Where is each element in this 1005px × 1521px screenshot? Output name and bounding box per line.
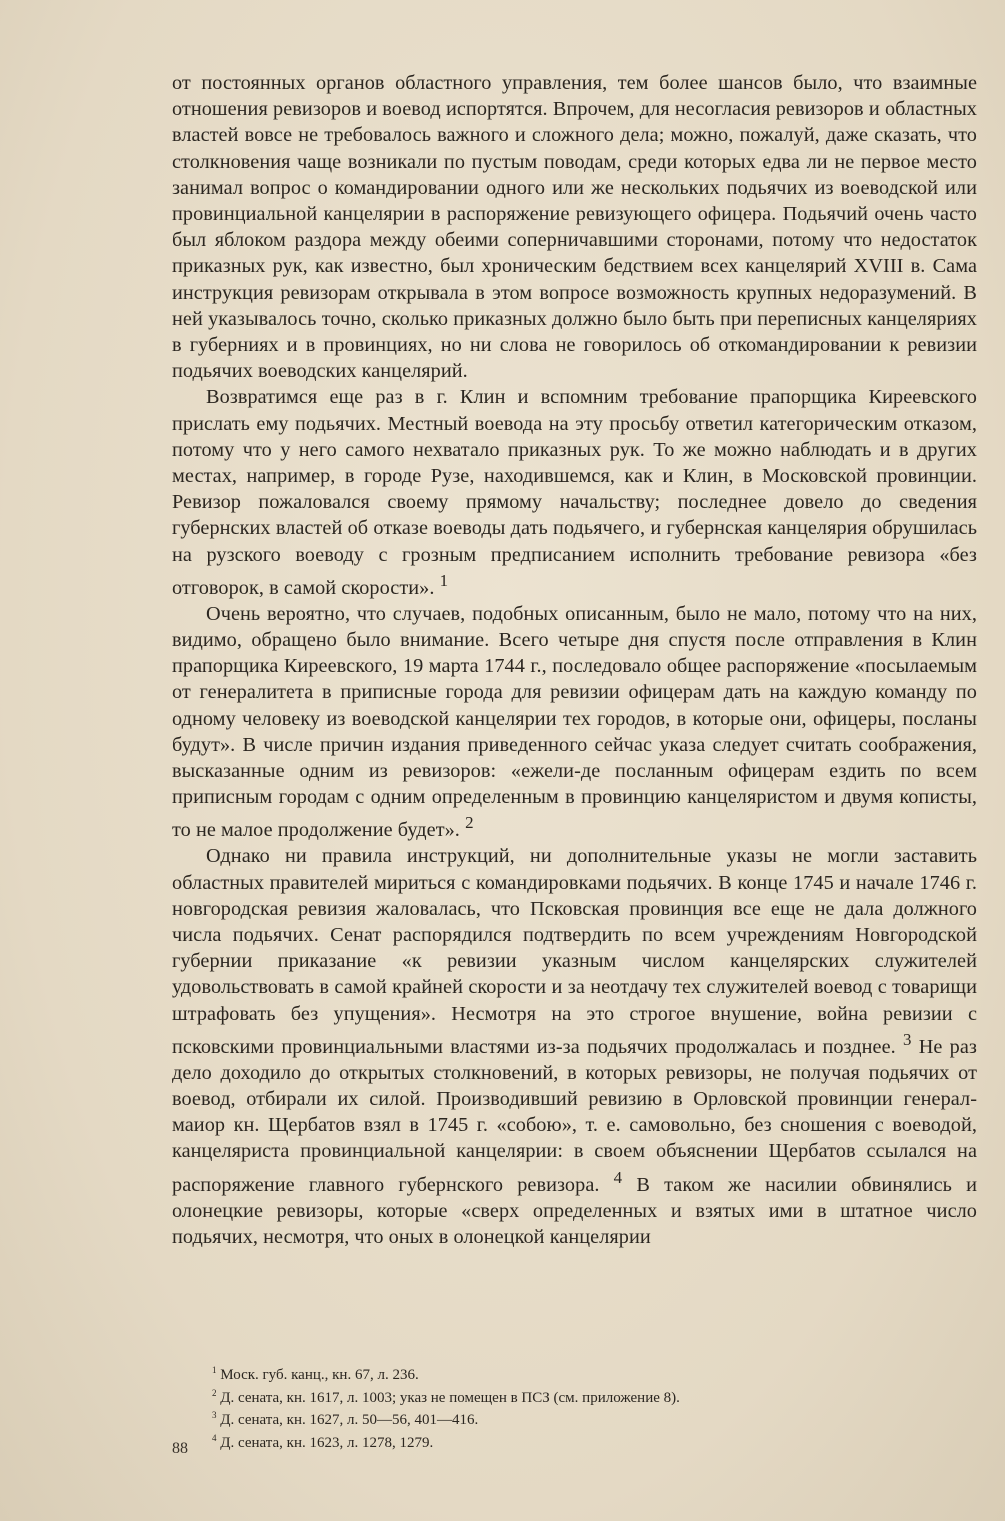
paragraph-2 bbox=[172, 384, 977, 600]
page-number: 88 bbox=[172, 1440, 188, 1457]
paragraph-4-text-b: Не раз дело доходило до открытых столкновений, в которых ревизоры, не получая подьячих от воевод, отбирали их силой. Производивший ревизию в Орловской провинции генерал-маиор кн. Щербатов взял в 1745 г. «собою», т. е. самовольно, без сношения с воеводой, канцеляриста провинциальной канцелярии: в своем объяснении Щербатов ссылался на распоряжение главного губернского ревизора. bbox=[172, 1035, 977, 1196]
paragraph-4-text-c: В таком же насилии обвинялись и олонецкие ревизоры, которые «сверх определенных и взятых ими в штатное число подьячих, несмотря, что оных в олонецкой канцелярии bbox=[172, 1173, 977, 1248]
paragraph-3-text: Очень вероятно, что случаев, подобных описанным, было не мало, потому что на них, видимо, обращено было внимание. Всего четыре дня спустя после отправления в Клин прапорщика Киреевского, 19 марта 1744 г., последовало общее распоряжение «посылаемым от генералитета в приписные города для ревизии офицерам дать на каждую команду по одному человеку из воеводской канцелярии тех городов, в которые они, офицеры, посланы будут». В числе причин издания приведенного сейчас указа следует считать соображения, высказанные одним из ревизоров: «ежели-де посланным офицерам ездить по всем приписным городам с одним определенным в провинцию канцеляристом и двумя кописты, то не малое продолжение будет». bbox=[172, 602, 977, 842]
footnote-text: Д. сената, кн. 1627, л. 50—56, 401—416. bbox=[220, 1412, 479, 1428]
footnote-number: 3 bbox=[212, 1410, 217, 1420]
footnote bbox=[212, 1385, 972, 1408]
main-text bbox=[172, 70, 977, 1250]
footnotes bbox=[212, 1362, 972, 1452]
paragraph-3 bbox=[172, 601, 977, 844]
footnote-ref-3: 3 bbox=[902, 1029, 912, 1049]
paragraph-1: от постоянных органов областного управления, тем более шансов было, что взаимные отношения ревизоров и воевод испортятся. Впрочем, для несогласия ревизоров и областных властей вовсе не требовалось важного и сложного дела; можно, пожалуй, даже сказать, что столкновения чаще возникали по пустым поводам, среди которых едва ли не первое место занимал вопрос о командировании одного или же нескольких подьячих из воеводской или провинциальной канцелярии в распоряжение ревизующего офицера. Подьячий очень часто был яблоком раздора между обеими соперничавшими сторонами, потому что недостаток приказных рук, как известно, был хроническим бедствием всех канцелярий XVIII в. Сама инструкция ревизорам открывала в этом вопросе возможность крупных недоразумений. В ней указывалось точно, сколько приказных должно было быть при переписных канцеляриях в губерниях и в провинциях, но ни слова не говорилось об откомандировании к ревизии подьячих воеводских канцелярий. bbox=[172, 72, 977, 383]
footnote-text: Моск. губ. канц., кн. 67, л. 236. bbox=[220, 1367, 419, 1383]
footnote-ref-1: 1 bbox=[439, 570, 449, 590]
paragraph-4-text-a: Однако ни правила инструкций, ни дополнительные указы не могли заставить областных правителей мириться с командировками подьячих. В конце 1745 и начале 1746 г. новгородская ревизия жаловалась, что Псковская провинция все еще не дала должного числа подьячих. Сенат распорядился подтвердить по всем учреждениям Новгородской губернии приказание «к ревизии указным числом канцелярских служителей удовольствовать в самой крайней скорости и за неотдачу тех служителей воевод с товарищи штрафовать без упущения». Несмотря на это строгое внушение, война ревизии с псковскими провинциальными властями из-за подьячих продолжалась и позднее. bbox=[172, 845, 977, 1058]
footnote bbox=[212, 1407, 972, 1430]
paragraph-4 bbox=[172, 843, 977, 1250]
footnote bbox=[212, 1430, 972, 1453]
footnote-number: 2 bbox=[212, 1387, 217, 1398]
footnote-ref-2: 2 bbox=[465, 813, 474, 833]
footnote-text: Д. сената, кн. 1617, л. 1003; указ не помещен в ПСЗ (см. приложение 8). bbox=[220, 1389, 680, 1406]
footnote-ref-4: 4 bbox=[613, 1167, 623, 1187]
footnote bbox=[212, 1362, 972, 1385]
footnote-text: Д. сената, кн. 1623, л. 1278, 1279. bbox=[220, 1434, 434, 1451]
footnote-number: 1 bbox=[212, 1365, 217, 1375]
paragraph-2-text: Возвратимся еще раз в г. Клин и вспомним требование прапорщика Киреевского прислать ему подьячих. Местный воевода на эту просьбу ответил категорическим отказом, потому что у него самого нехватало приказных рук. То же можно наблюдать и в других местах, например, в городе Рузе, находившемся, как и Клин, в Московской провинции. Ревизор пожаловался своему прямому начальству; последнее довело до сведения губернских властей об отказе воеводы дать подьячего, и губернская канцелярия обрушилась на рузского воеводу с грозным предписанием исполнить требование ревизора «без отговорок, в самой скорости». bbox=[172, 386, 977, 599]
footnote-number: 4 bbox=[212, 1432, 217, 1443]
